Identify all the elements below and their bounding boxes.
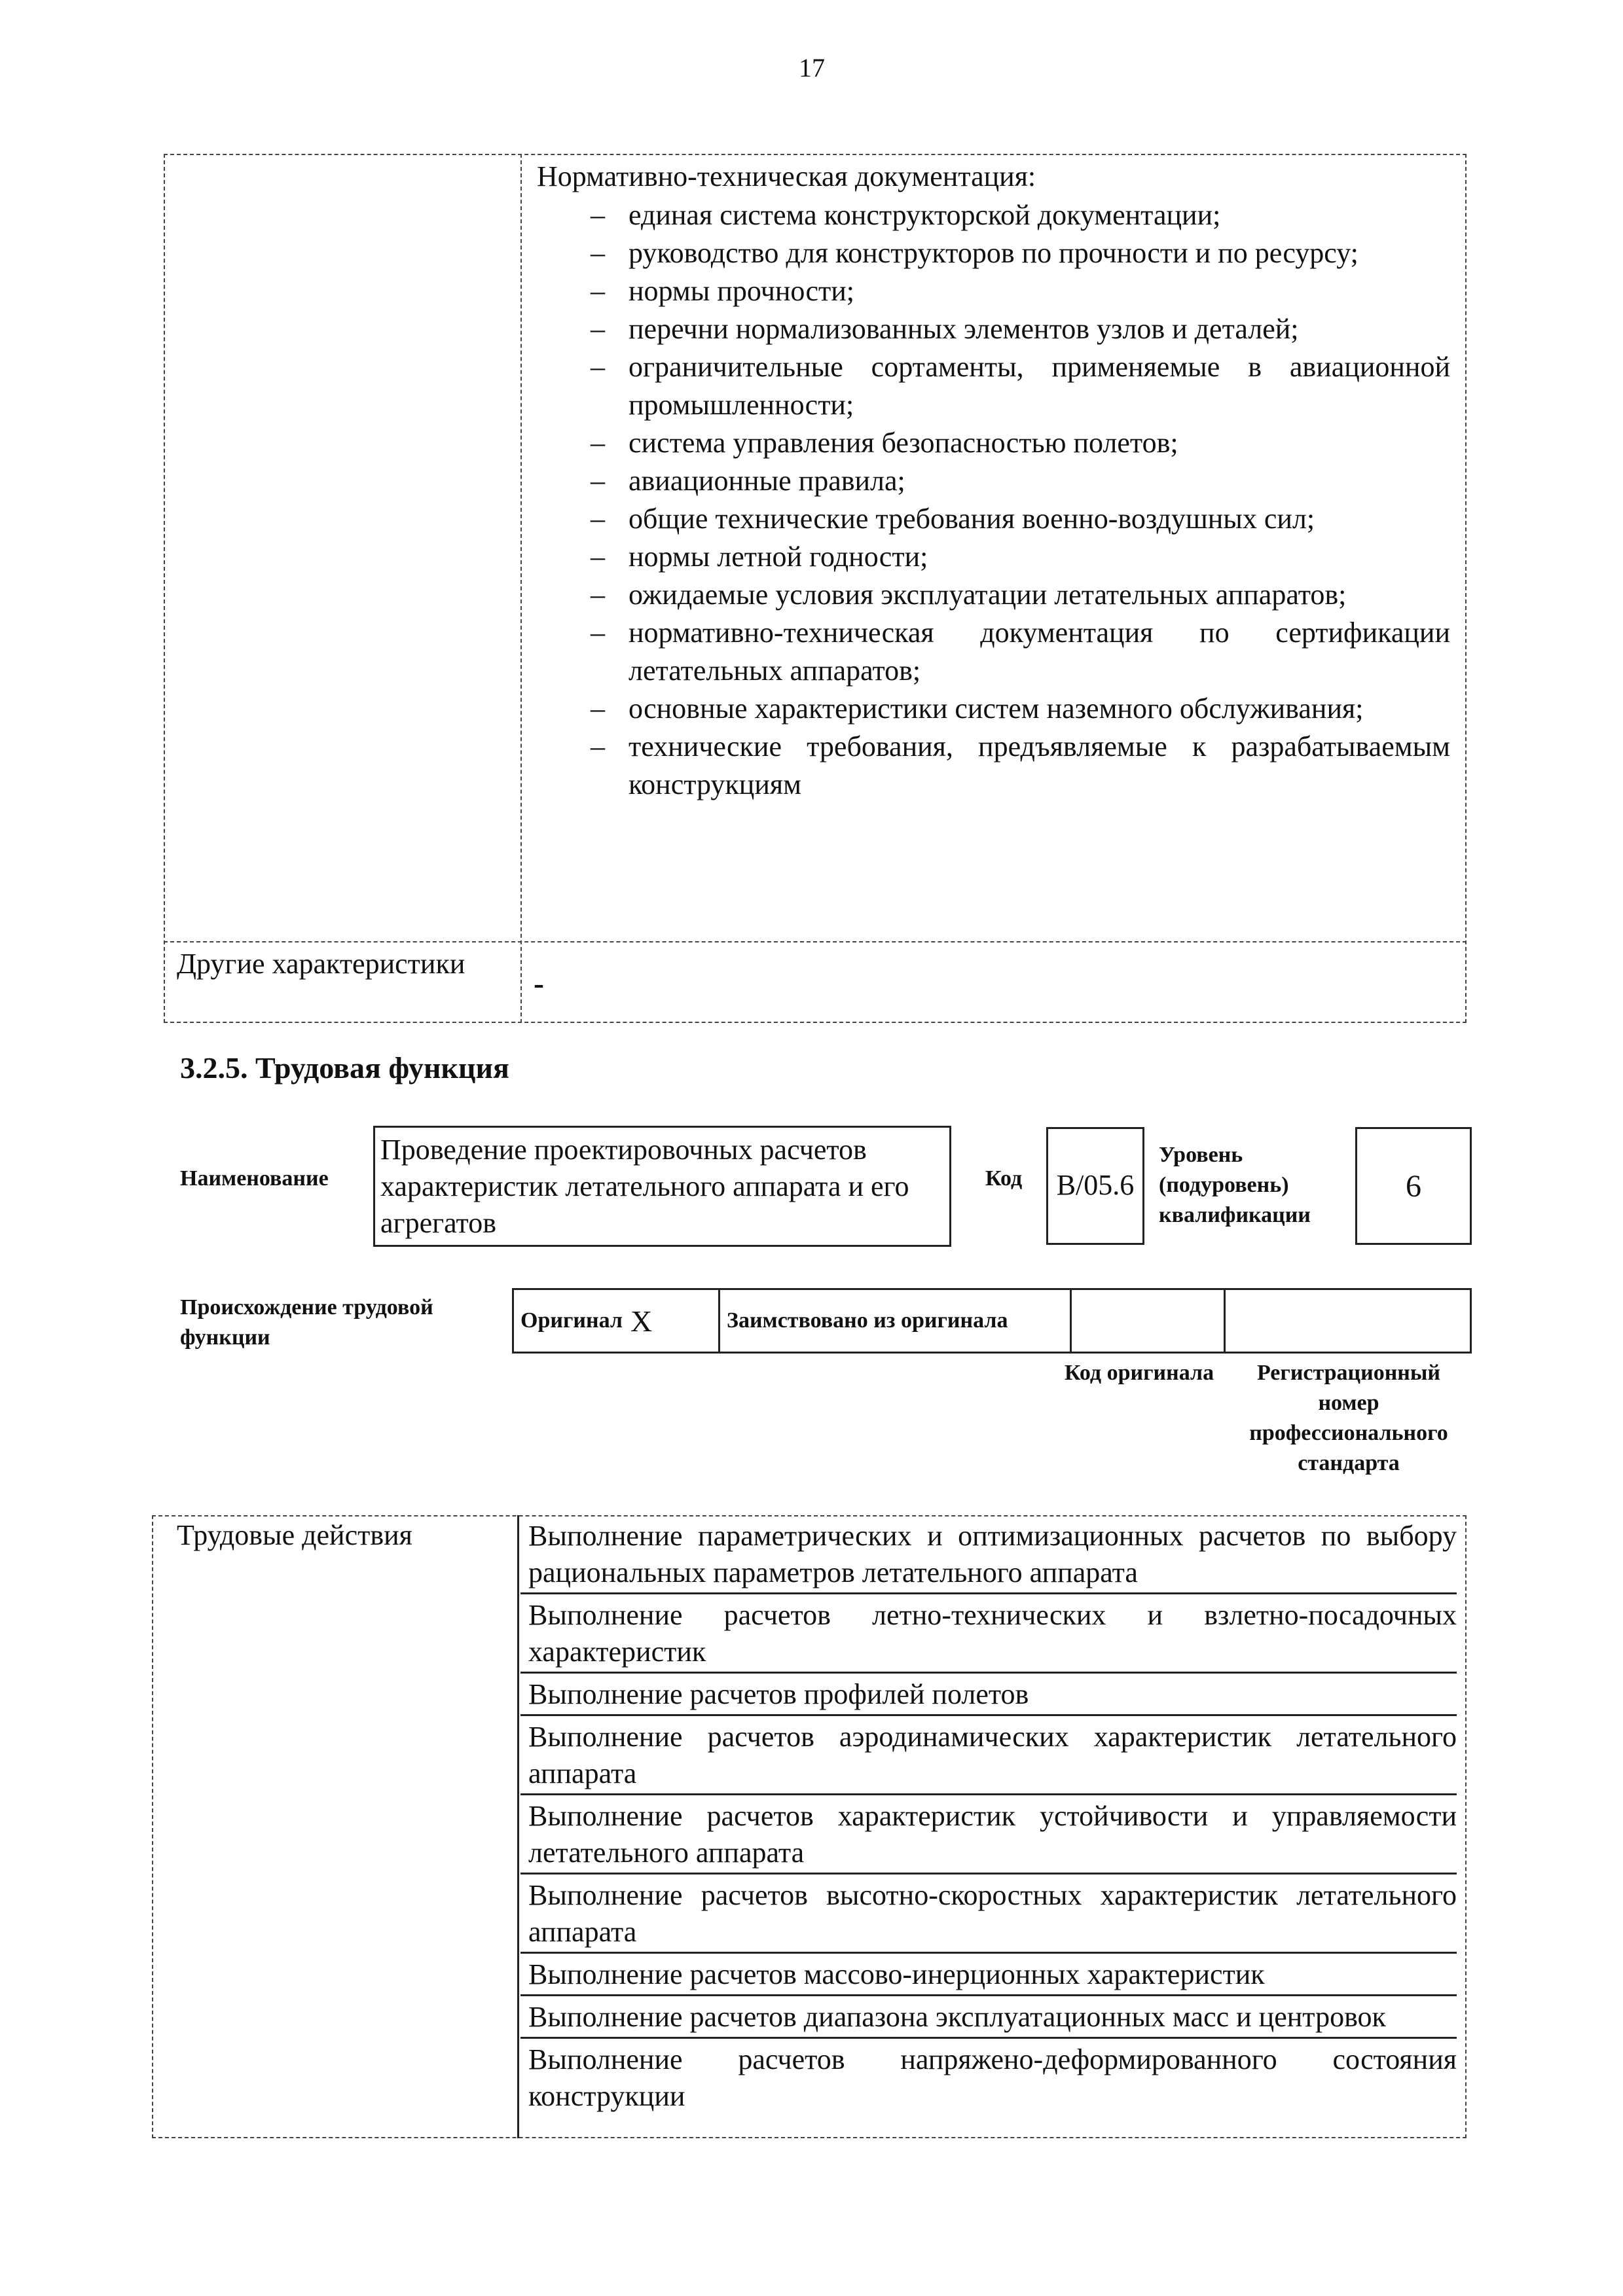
origin-label: Происхождение трудовой функции [180, 1295, 433, 1350]
list-item: – нормы прочности; [537, 272, 1450, 310]
level-label: Уровень (подуровень) квалификации [1159, 1143, 1311, 1227]
original-label: Оригинал [520, 1308, 623, 1333]
list-item: – нормы летной годности; [537, 538, 1450, 576]
table-row: Выполнение расчетов диапазона эксплуатационных масс и центровок [520, 1996, 1457, 2039]
list-item: – технические требования, предъявляемые к разрабатываемым конструкциям [537, 728, 1450, 804]
top-table-row-divider [164, 941, 1467, 942]
section-title: 3.2.5. Трудовая функция [180, 1051, 509, 1085]
list-item: – нормативно-техническая документация по сертификации летательных аппаратов; [537, 614, 1450, 690]
list-item: – ограничительные сортаменты, применяемые в авиационной промышленности; [537, 348, 1450, 424]
list-item: – авиационные правила; [537, 462, 1450, 500]
table-row: Выполнение расчетов характеристик устойчивости и управляемости летательного аппарата [520, 1795, 1457, 1874]
list-item: – общие технические требования военно-воздушных сил; [537, 500, 1450, 538]
documentation-heading: Нормативно-техническая документация: [537, 160, 1036, 192]
other-characteristics-label: Другие характеристики [177, 948, 465, 980]
list-item: – система управления безопасностью полетов; [537, 424, 1450, 462]
original-cell [514, 1290, 720, 1352]
top-table-divider [520, 154, 522, 1023]
code-value: B/05.6 [1046, 1127, 1144, 1245]
page-number: 17 [799, 53, 825, 82]
origin-table [512, 1288, 1472, 1354]
table-row: Выполнение расчетов аэродинамических характеристик летательного аппарата [520, 1716, 1457, 1795]
name-label: Наименование [180, 1166, 329, 1191]
actions-label: Трудовые действия [177, 1519, 412, 1551]
code-original-caption: Код оригинала [1064, 1361, 1214, 1385]
reg-number-cell [1226, 1290, 1470, 1352]
code-original-cell [1072, 1290, 1226, 1352]
list-item: – перечни нормализованных элементов узлов и деталей; [537, 310, 1450, 348]
documentation-list [537, 196, 1450, 804]
reg-number-caption: Регистрационный номер профессионального стандарта [1249, 1361, 1448, 1475]
borrowed-label: Заимствовано из оригинала [727, 1308, 1008, 1333]
table-row: Выполнение параметрических и оптимизационных расчетов по выбору рациональных параметров летательного аппарата [520, 1515, 1457, 1594]
table-row: Выполнение расчетов напряжено-деформированного состояния конструкции [528, 2043, 1457, 2112]
table-row: Выполнение расчетов летно-технических и взлетно-посадочных характеристик [520, 1594, 1457, 1674]
level-value: 6 [1355, 1127, 1472, 1245]
actions-rows [520, 1515, 1457, 2116]
table-row: Выполнение расчетов массово-инерционных характеристик [520, 1954, 1457, 1996]
list-item: – ожидаемые условия эксплуатации летательных аппаратов; [537, 576, 1450, 614]
table-row: Выполнение расчетов профилей полетов [520, 1674, 1457, 1716]
table-row: Выполнение расчетов высотно-скоростных характеристик летательного аппарата [520, 1874, 1457, 1954]
list-item: – единая система конструкторской документации; [537, 196, 1450, 234]
name-value: Проведение проектировочных расчетов характеристик летательного аппарата и его агрегатов [373, 1126, 951, 1247]
code-label: Код [985, 1166, 1023, 1191]
list-item: – основные характеристики систем наземного обслуживания; [537, 690, 1450, 728]
original-mark: X [630, 1304, 653, 1338]
actions-table-divider [517, 1515, 519, 2138]
other-characteristics-value: - [534, 966, 544, 1001]
borrowed-cell [720, 1290, 1072, 1352]
list-item: – руководство для конструкторов по прочности и по ресурсу; [537, 234, 1450, 272]
